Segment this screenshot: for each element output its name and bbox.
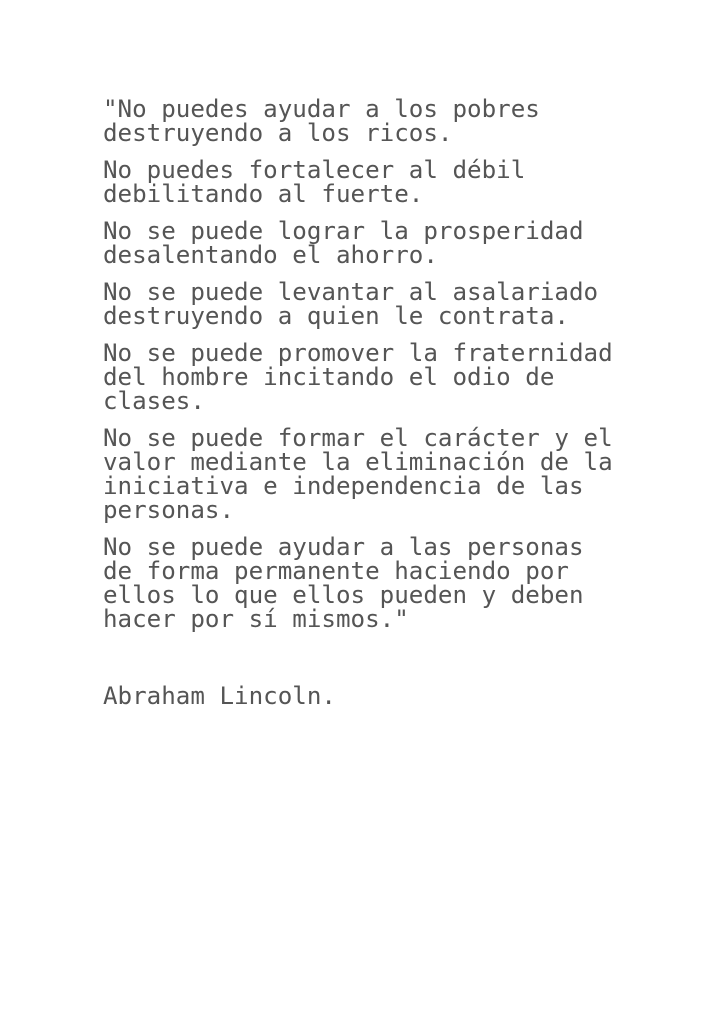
quote-line: No puedes fortalecer al débil [103,156,526,184]
quote-line: desalentando el ahorro. [103,241,438,269]
quote-paragraph [103,97,663,145]
quote-line: clases. [103,387,205,415]
quote-line: del hombre incitando el odio de [103,363,555,391]
quote-paragraph [103,219,663,267]
quote-line: No se puede promover la fraternidad [103,339,613,367]
quote-paragraph [103,535,663,631]
quote-line: iniciativa e independencia de las [103,472,584,500]
quote-line: hacer por sí mismos." [103,605,409,633]
quote-line: No se puede ayudar a las personas [103,533,584,561]
quote-author: Abraham Lincoln. [103,682,336,710]
quote-paragraph [103,158,663,206]
quote-line: No se puede formar el carácter y el [103,424,613,452]
quote-line: destruyendo a los ricos. [103,119,453,147]
quote-line: No se puede lograr la prosperidad [103,217,584,245]
quote-line: personas. [103,496,235,524]
quote-document [103,97,663,708]
quote-line: "No puedes ayudar a los pobres [103,95,540,123]
quote-body [103,97,663,631]
quote-line: No se puede levantar al asalariado [103,278,599,306]
quote-paragraph [103,341,663,413]
quote-line: valor mediante la eliminación de la [103,448,613,476]
quote-paragraph [103,280,663,328]
quote-line: ellos lo que ellos pueden y deben [103,581,584,609]
quote-paragraph [103,426,663,522]
quote-line: debilitando al fuerte. [103,180,424,208]
quote-line: de forma permanente haciendo por [103,557,569,585]
quote-line: destruyendo a quien le contrata. [103,302,569,330]
